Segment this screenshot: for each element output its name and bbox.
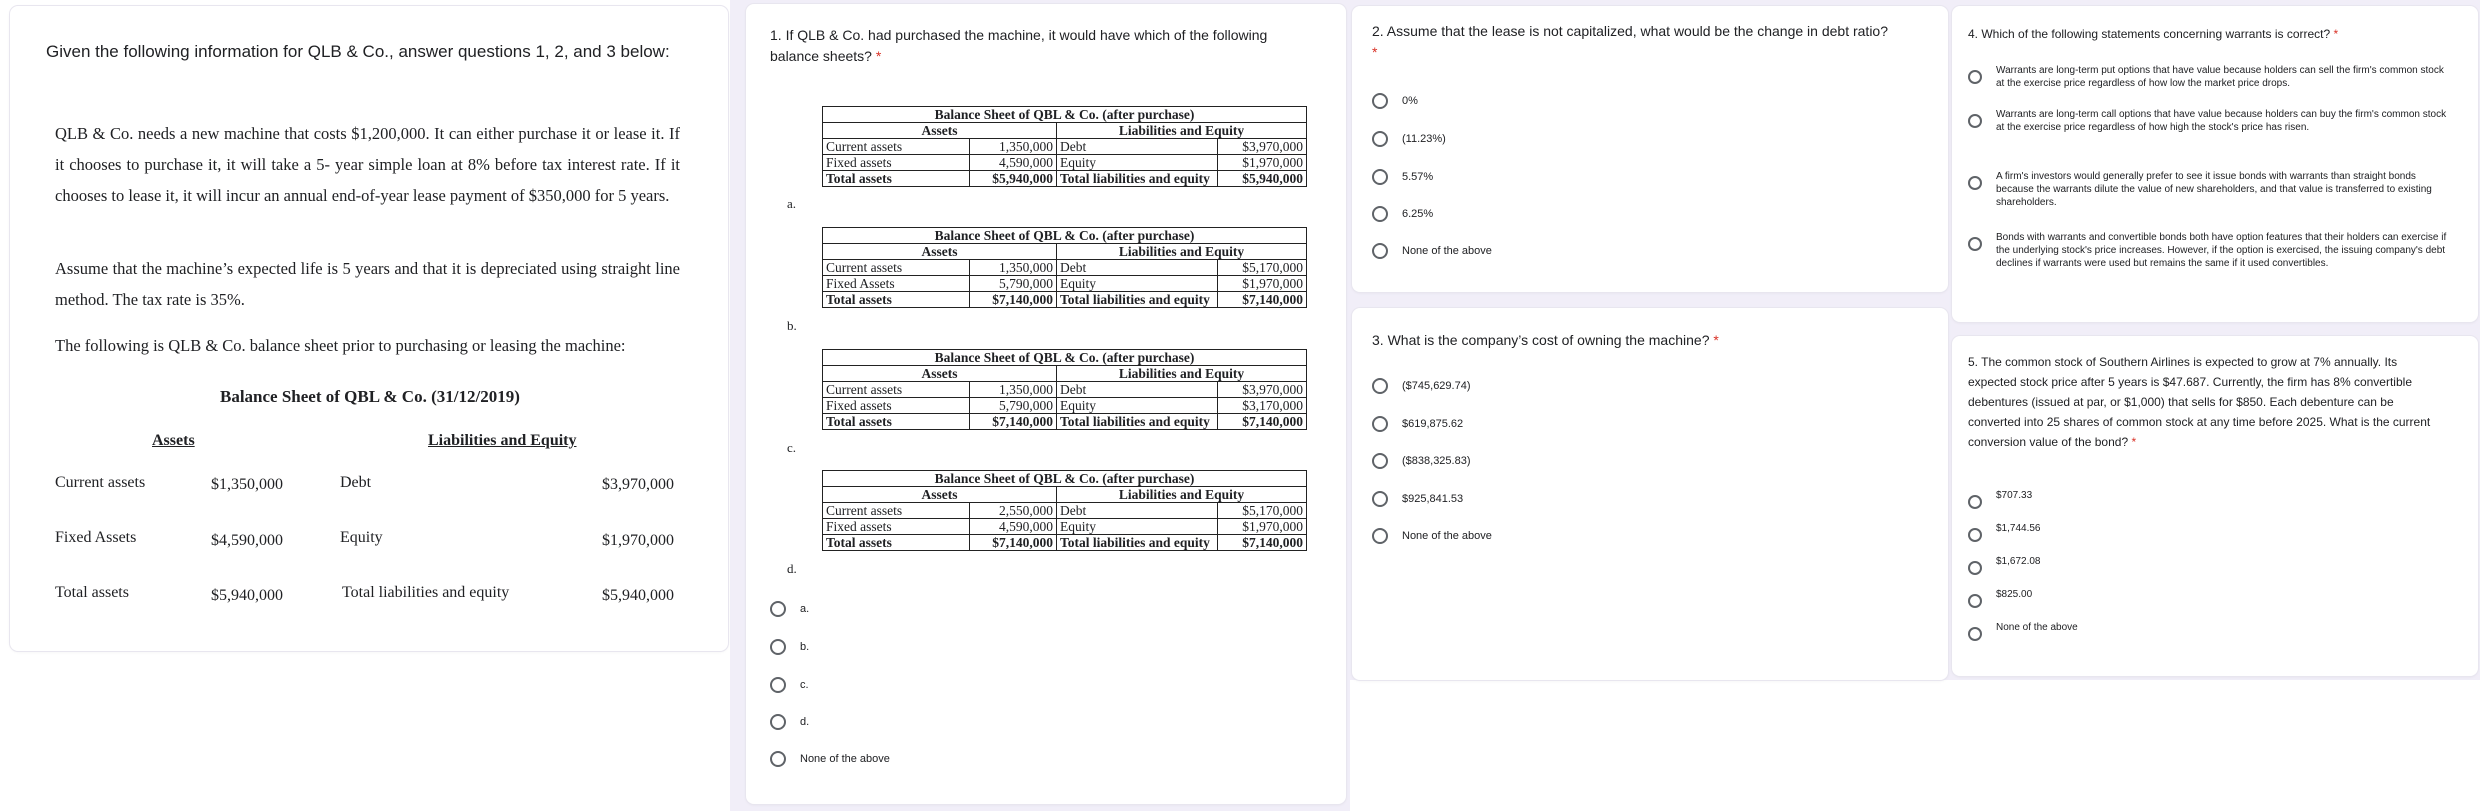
option-label: Warrants are long-term put options that have value because holders can sell the firm's common stock at the exercise price regardless of how low the market price drops.	[1996, 65, 2444, 89]
sheet-caption: Balance Sheet of QBL & Co. (after purchase)	[823, 350, 1307, 366]
sheet-cell: $3,170,000	[1218, 398, 1307, 414]
sheet-cell: Total assets	[823, 535, 970, 551]
sheet-assets-header: Assets	[823, 123, 1057, 139]
sheet-cell: Total assets	[823, 171, 970, 187]
radio-button[interactable]	[1372, 206, 1388, 222]
bs-label-equity: Equity	[340, 529, 383, 546]
radio-button[interactable]	[1372, 453, 1388, 469]
liabilities-header: Liabilities and Equity	[428, 432, 577, 449]
sheet-cell: $1,970,000	[1218, 276, 1307, 292]
sheet-liabilities-header: Liabilities and Equity	[1057, 487, 1307, 503]
q4-option-1[interactable]	[1968, 107, 2454, 134]
balance-sheet-option-d	[822, 470, 1307, 551]
sheet-cell: Debt	[1057, 503, 1218, 519]
q1-option-b[interactable]	[770, 639, 809, 655]
sheet-cell: Current assets	[823, 139, 970, 155]
q4-option-2[interactable]	[1968, 169, 2454, 209]
q3-option-0[interactable]	[1372, 378, 1471, 394]
sheet-cell: Current assets	[823, 503, 970, 519]
sheet-liabilities-header: Liabilities and Equity	[1057, 123, 1307, 139]
question-4-text: 4. Which of the following statements concerning warrants is correct?	[1968, 27, 2331, 41]
sheet-letter: a.	[787, 196, 797, 211]
option-label: ($838,325.83)	[1402, 455, 1471, 467]
q2-option-0[interactable]	[1372, 93, 1418, 109]
sheet-cell: Total liabilities and equity	[1057, 414, 1218, 430]
balance-sheet-title: Balance Sheet of QBL & Co. (31/12/2019)	[220, 387, 520, 406]
sheet-cell: 1,350,000	[970, 139, 1057, 155]
q2-option-none[interactable]	[1372, 243, 1492, 259]
sheet-cell: 2,550,000	[970, 503, 1057, 519]
sheet-cell: $7,140,000	[1218, 535, 1307, 551]
sheet-assets-header: Assets	[823, 244, 1057, 260]
option-label: $925,841.53	[1402, 493, 1464, 505]
bs-label-current-assets: Current assets	[55, 474, 146, 491]
option-label: $1,744.56	[1996, 523, 2041, 534]
sheet-cell: 5,790,000	[970, 398, 1057, 414]
q2-option-2[interactable]	[1372, 169, 1433, 185]
q5-option-2[interactable]	[1968, 554, 2041, 575]
option-label: 5.57%	[1402, 171, 1434, 183]
bs-label-total-assets: Total assets	[55, 584, 129, 601]
radio-button[interactable]	[1968, 176, 1982, 190]
balance-sheet-option-a	[822, 106, 1307, 187]
sheet-cell: $5,940,000	[970, 171, 1057, 187]
radio-button[interactable]	[770, 714, 786, 730]
question-2-title	[1372, 21, 1892, 63]
q5-option-0[interactable]	[1968, 488, 2032, 509]
option-label: None of the above	[800, 753, 890, 765]
sheet-cell: Equity	[1057, 276, 1218, 292]
q1-option-none[interactable]	[770, 751, 890, 767]
radio-button[interactable]	[1372, 243, 1388, 259]
sheet-cell: Fixed assets	[823, 398, 970, 414]
question-3-title	[1372, 330, 1892, 351]
option-label: 6.25%	[1402, 208, 1434, 220]
sheet-cell: $1,970,000	[1218, 519, 1307, 535]
q2-option-1[interactable]	[1372, 131, 1446, 147]
intro-paragraph-3: The following is QLB & Co. balance sheet prior to purchasing or leasing the machine:	[55, 336, 626, 355]
sheet-cell: 1,350,000	[970, 260, 1057, 276]
q4-option-0[interactable]	[1968, 63, 2454, 90]
q1-option-d[interactable]	[770, 714, 809, 730]
required-asterisk: *	[875, 48, 882, 64]
sheet-assets-header: Assets	[823, 487, 1057, 503]
sheet-liabilities-header: Liabilities and Equity	[1057, 244, 1307, 260]
q3-option-1[interactable]	[1372, 416, 1463, 432]
sheet-cell: Fixed assets	[823, 519, 970, 535]
radio-button[interactable]	[1372, 491, 1388, 507]
sheet-liabilities-header: Liabilities and Equity	[1057, 366, 1307, 382]
sheet-cell: $3,970,000	[1218, 139, 1307, 155]
q4-option-3[interactable]	[1968, 230, 2454, 270]
sheet-cell: 4,590,000	[970, 155, 1057, 171]
q5-option-1[interactable]	[1968, 521, 2041, 542]
sheet-cell: Total assets	[823, 292, 970, 308]
sheet-cell: Debt	[1057, 260, 1218, 276]
q2-option-3[interactable]	[1372, 206, 1433, 222]
sheet-cell: $7,140,000	[970, 292, 1057, 308]
sheet-cell: $1,970,000	[1218, 155, 1307, 171]
bs-label-fixed-assets: Fixed Assets	[55, 529, 137, 546]
bs-label-total-liabilities: Total liabilities and equity	[342, 584, 510, 601]
q3-option-3[interactable]	[1372, 491, 1463, 507]
radio-button[interactable]	[1372, 93, 1388, 109]
radio-button[interactable]	[1372, 131, 1388, 147]
sheet-cell: Current assets	[823, 382, 970, 398]
option-label: Bonds with warrants and convertible bonds both have option features that their holders can exercise if the underlying stock's price increases. However, if the option is exercised, the issuing company's debt declines if warrants were used but remains the same if it used convertibles.	[1996, 232, 2447, 269]
question-5-text: 5. The common stock of Southern Airlines is expected to grow at 7% annually. Its expected stock price after 5 years is $47.687. Currently, the firm has 8% convertible debentures (issued at par, or $1,000) that sells for $850. Each debenture can be converted into 25 shares of common stock at any time before 2025. What is the current conversion value of the bond?	[1968, 355, 2431, 449]
intro-heading: Given the following information for QLB & Co., answer questions 1, 2, and 3 below:	[46, 42, 670, 61]
sheet-cell: Total liabilities and equity	[1057, 535, 1218, 551]
option-label: Warrants are long-term call options that have value because holders can buy the firm's common stock at the exercise price regardless of how high the stock's price has risen.	[1996, 109, 2447, 133]
sheet-letter: b.	[787, 318, 797, 333]
sheet-cell: Total liabilities and equity	[1057, 171, 1218, 187]
sheet-cell: Fixed Assets	[823, 276, 970, 292]
question-1-title	[770, 25, 1290, 67]
bs-value-current-assets: $1,350,000	[211, 476, 283, 493]
option-label: b.	[800, 641, 810, 653]
bs-value-equity: $1,970,000	[602, 532, 674, 549]
sheet-cell: $5,170,000	[1218, 503, 1307, 519]
option-label: None of the above	[1402, 245, 1492, 257]
radio-button[interactable]	[1968, 627, 1982, 641]
radio-button[interactable]	[1968, 495, 1982, 509]
bs-label-debt: Debt	[340, 474, 372, 491]
sheet-cell: Debt	[1057, 382, 1218, 398]
option-label: 0%	[1402, 95, 1418, 107]
option-label: d.	[800, 716, 810, 728]
question-3-text: 3. What is the company’s cost of owning the machine?	[1372, 332, 1710, 348]
radio-button[interactable]	[1968, 594, 1982, 608]
radio-button[interactable]	[770, 601, 786, 617]
radio-button[interactable]	[1372, 378, 1388, 394]
intro-panel	[10, 6, 728, 651]
required-asterisk: *	[2131, 435, 2137, 449]
radio-button[interactable]	[770, 677, 786, 693]
sheet-cell: $3,970,000	[1218, 382, 1307, 398]
option-label: $825.00	[1996, 589, 2033, 600]
q1-option-a[interactable]	[770, 601, 809, 617]
bs-value-debt: $3,970,000	[602, 476, 674, 493]
sheet-caption: Balance Sheet of QBL & Co. (after purchase)	[823, 228, 1307, 244]
bs-value-total-liabilities: $5,940,000	[602, 587, 674, 604]
option-label: A firm's investors would generally prefer to see it issue bonds with warrants than straight bonds because the warrants dilute the value of new shareholders, and that value is transferred to existing shareholders.	[1996, 171, 2432, 208]
option-label: a.	[800, 603, 810, 615]
radio-button[interactable]	[770, 751, 786, 767]
option-label: None of the above	[1996, 622, 2078, 633]
sheet-cell: Total liabilities and equity	[1057, 292, 1218, 308]
sheet-cell: Total assets	[823, 414, 970, 430]
required-asterisk: *	[1713, 332, 1719, 348]
question-4-title	[1968, 24, 2448, 45]
sheet-cell: $7,140,000	[970, 414, 1057, 430]
radio-button[interactable]	[1968, 114, 1982, 128]
radio-button[interactable]	[1968, 237, 1982, 251]
question-5-title	[1968, 352, 2438, 452]
option-label: ($745,629.74)	[1402, 380, 1471, 392]
sheet-cell: Current assets	[823, 260, 970, 276]
sheet-cell: $7,140,000	[970, 535, 1057, 551]
assets-header: Assets	[152, 432, 195, 449]
radio-button[interactable]	[1372, 169, 1388, 185]
radio-button[interactable]	[1372, 528, 1388, 544]
question-2-text: 2. Assume that the lease is not capitalized, what would be the change in debt ratio?	[1372, 23, 1888, 39]
sheet-cell: 1,350,000	[970, 382, 1057, 398]
option-label: $707.33	[1996, 490, 2033, 501]
radio-button[interactable]	[1968, 70, 1982, 84]
question-1-text: 1. If QLB & Co. had purchased the machine, it would have which of the following balance sheets?	[770, 27, 1268, 64]
sheet-cell: 4,590,000	[970, 519, 1057, 535]
q3-option-none[interactable]	[1372, 528, 1492, 544]
sheet-letter: d.	[787, 561, 797, 576]
q5-option-3[interactable]	[1968, 587, 2032, 608]
radio-button[interactable]	[1968, 528, 1982, 542]
radio-button[interactable]	[770, 639, 786, 655]
q5-option-none[interactable]	[1968, 620, 2078, 641]
sheet-cell: $7,140,000	[1218, 292, 1307, 308]
bs-value-fixed-assets: $4,590,000	[211, 532, 283, 549]
sheet-cell: Equity	[1057, 519, 1218, 535]
sheet-cell: $5,940,000	[1218, 171, 1307, 187]
required-asterisk: *	[1372, 44, 1378, 60]
radio-button[interactable]	[1372, 416, 1388, 432]
intro-paragraph-1: QLB & Co. needs a new machine that costs $1,200,000. It can either purchase it or lease it. If it chooses to purchase it, it will take a 5- year simple loan at 8% before tax interest rate. If it chooses to lease it, it will incur an annual end-of-year lease payment of $350,000 for 5 years.	[55, 124, 680, 205]
balance-sheet-option-c	[822, 349, 1307, 430]
option-label: $619,875.62	[1402, 418, 1464, 430]
sheet-cell: $5,170,000	[1218, 260, 1307, 276]
option-label: c.	[800, 679, 809, 691]
sheet-cell: $7,140,000	[1218, 414, 1307, 430]
option-label: (11.23%)	[1402, 133, 1446, 145]
bs-value-total-assets: $5,940,000	[211, 587, 283, 604]
intro-paragraph-2: Assume that the machine’s expected life is 5 years and that it is depreciated using straight line method. The tax rate is 35%.	[55, 259, 680, 309]
option-label: None of the above	[1402, 530, 1492, 542]
required-asterisk: *	[2333, 27, 2339, 41]
sheet-cell: 5,790,000	[970, 276, 1057, 292]
sheet-cell: Debt	[1057, 139, 1218, 155]
sheet-caption: Balance Sheet of QBL & Co. (after purchase)	[823, 471, 1307, 487]
sheet-assets-header: Assets	[823, 366, 1057, 382]
question-4-panel	[1952, 6, 2478, 322]
radio-button[interactable]	[1968, 561, 1982, 575]
q3-option-2[interactable]	[1372, 453, 1471, 469]
balance-sheet-option-b	[822, 227, 1307, 308]
q1-option-c[interactable]	[770, 677, 809, 693]
sheet-cell: Equity	[1057, 155, 1218, 171]
option-label: $1,672.08	[1996, 556, 2041, 567]
sheet-cell: Equity	[1057, 398, 1218, 414]
sheet-caption: Balance Sheet of QBL & Co. (after purchase)	[823, 107, 1307, 123]
sheet-letter: c.	[787, 440, 797, 455]
sheet-cell: Fixed assets	[823, 155, 970, 171]
